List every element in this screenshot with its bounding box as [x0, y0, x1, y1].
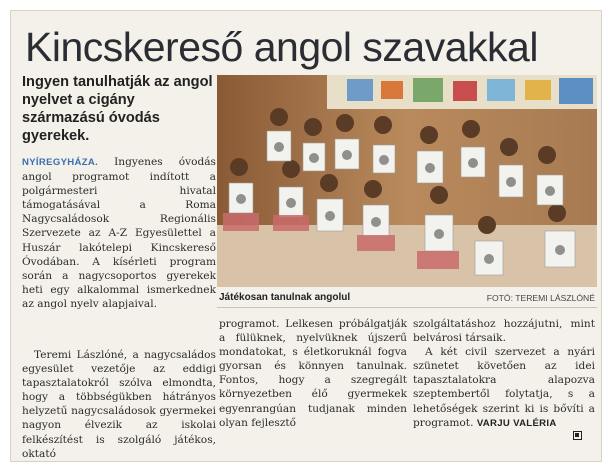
lead-paragraph: Ingyen tanulhatják az angol nyelvet a cigány származású óvodás gyerekek.	[22, 74, 213, 144]
photo-children-with-cards	[217, 75, 597, 287]
paragraph: programot. Lelkesen próbálgatják a fülüknek, nyelvüknek újszerű mondatokat, s életkoruknál fogva gyorsan és könnyen tanulnak. Fontos, hogy a szegregált környezetben élő gyermekek egyenrangúan tudjanak minden olyan fejlesztő	[219, 318, 407, 429]
photo-credit: FOTÓ: TEREMI LÁSZLÓNÉ	[486, 293, 595, 303]
column-3	[413, 317, 595, 431]
paragraph: Teremi Lászlóné, a nagycsaládos egyesület vezetője az eddigi tapasztalatokról szólva elmondta, hogy a többségükben hátrányos helyzetű nagycsaládosok gyermekei nagyon élvezik az iskolai felkészítést is szolgáló játékos, oktató	[22, 349, 216, 460]
paragraph	[413, 345, 595, 431]
photo-illustration	[217, 75, 597, 287]
newspaper-clipping	[10, 10, 602, 462]
author-byline: VARJU VALÉRIA	[476, 417, 557, 429]
divider	[217, 307, 597, 308]
column-2	[219, 317, 407, 430]
column-1-top	[22, 155, 216, 311]
dateline: NYÍREGYHÁZA.	[22, 157, 99, 168]
paragraph	[22, 155, 216, 311]
end-mark-icon	[573, 431, 582, 440]
column-1-bottom	[22, 348, 216, 461]
paragraph: szolgáltatáshoz hozzájutni, mint belvárosi társaik.	[413, 318, 595, 345]
paragraph-text: A két civil szervezet a nyári szünetet követően az idei tapasztalatokra alapozva szeptembertől folytatja, s a lehetőségek szerint ki is bővíti a programot.	[413, 346, 595, 429]
photo-caption: Játékosan tanulnak angolul	[219, 292, 351, 303]
headline: Kincskereső angol szavakkal	[25, 24, 538, 70]
paragraph-text: Ingyenes óvodás angol programot indított a polgármesteri hivatal támogatásával a Roma Nagycsaládosok Regionális Szervezete az A-Z Egyesülettel a Huszár lakótelepi Kincskereső Óvodában. A kísérleti program során a nagycsoportos gyerekek heti egy alkalommal ismerkednek az angol nyelv alapjaival.	[22, 156, 216, 310]
